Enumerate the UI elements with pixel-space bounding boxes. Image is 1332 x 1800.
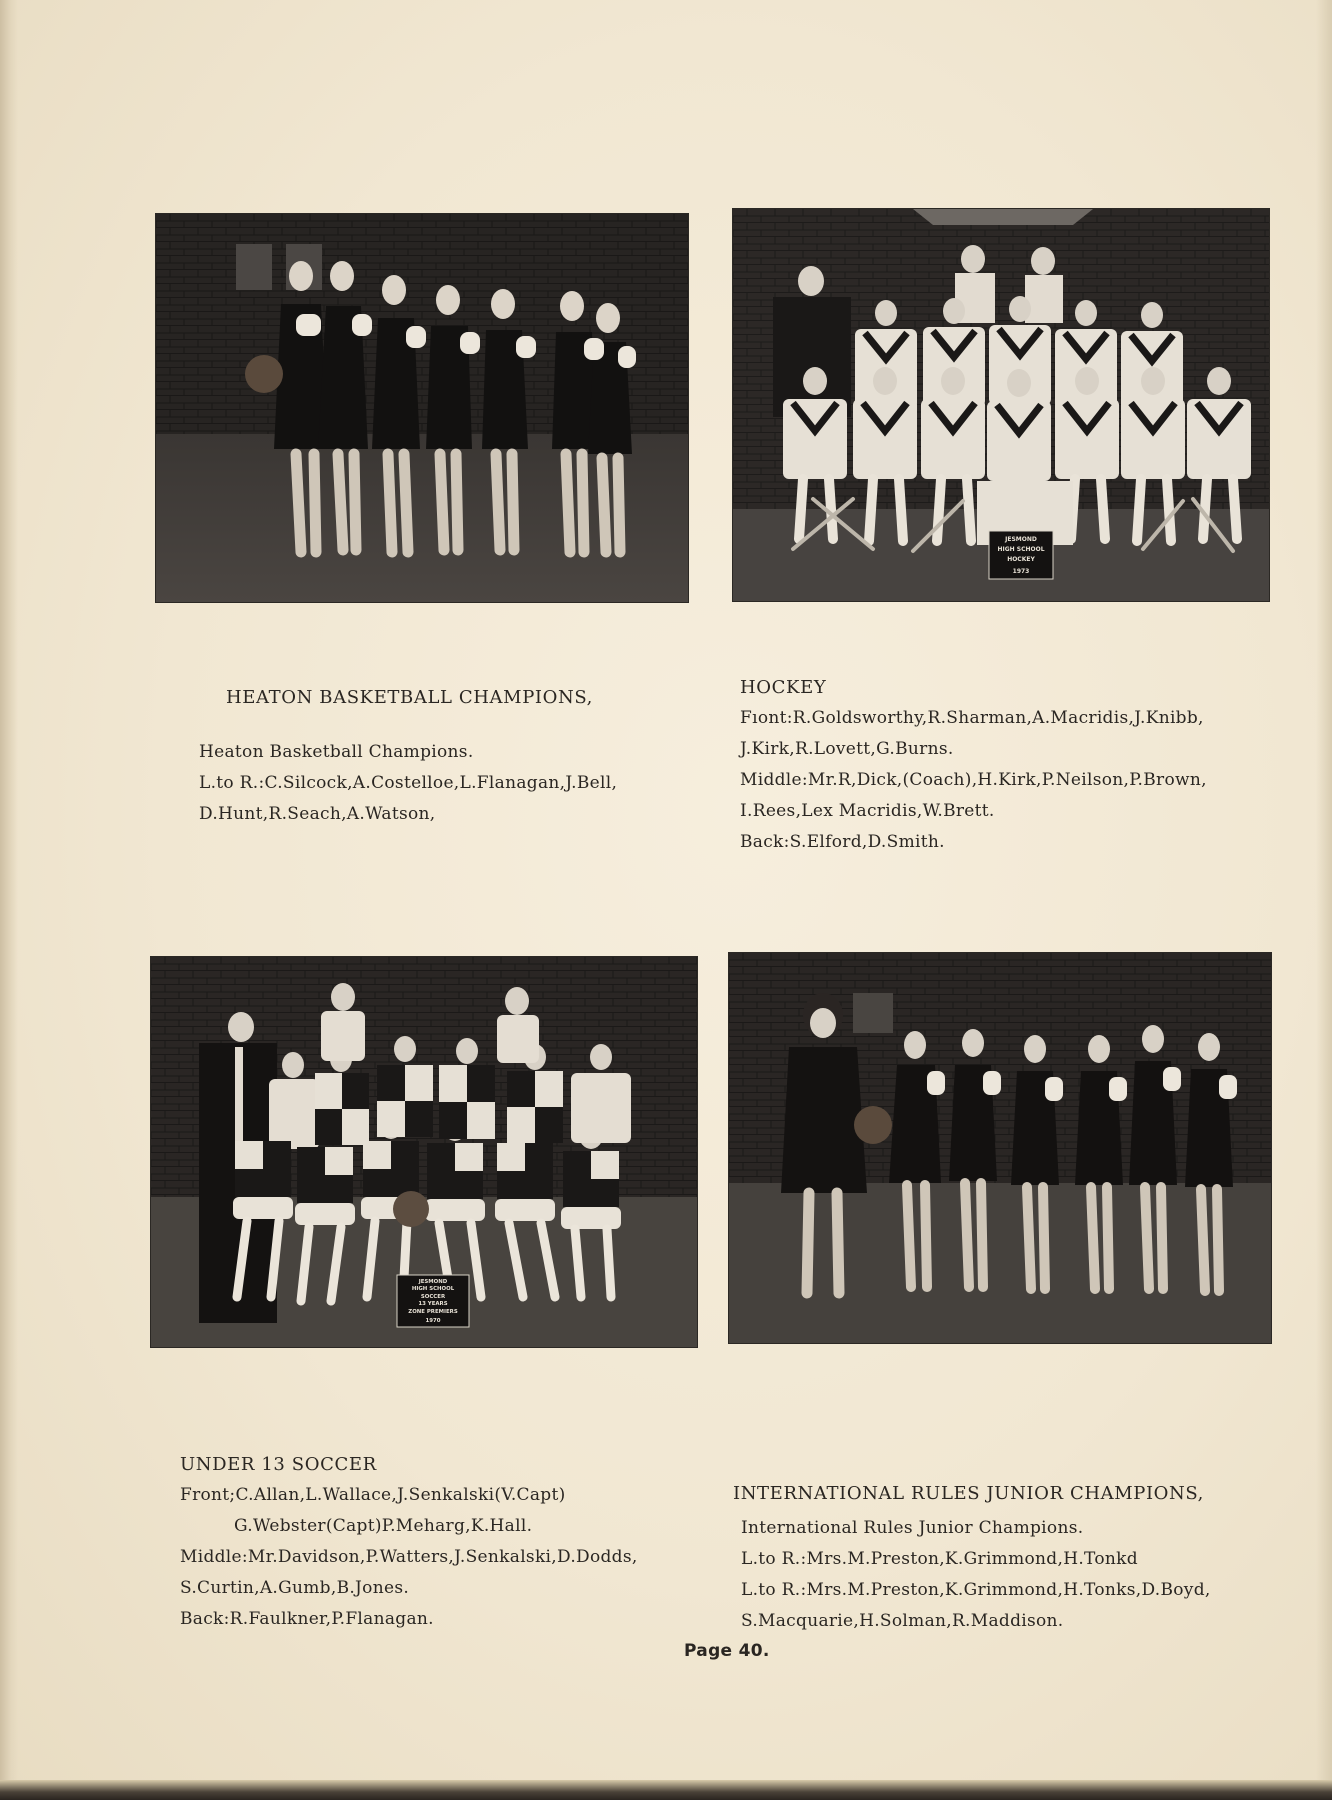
page-bottom-edge: [0, 1780, 1332, 1800]
caption-line: J.Kirk,R.Lovett,G.Burns.: [740, 739, 954, 759]
basketball-caption-title: HEATON BASKETBALL CHAMPIONS,: [226, 687, 593, 708]
soccer-caption: [180, 1449, 638, 1635]
caption-line: Back:R.Faulkner,P.Flanagan.: [180, 1609, 434, 1629]
caption-line: International Rules Junior Champions.: [741, 1518, 1084, 1538]
caption-line: L.to R.:Mrs.M.Preston,K.Grimmond,H.Tonks,D.Boyd,: [741, 1580, 1211, 1600]
soccer-placard-line: 1970: [425, 1318, 441, 1324]
international-rules-team-photo: [729, 953, 1271, 1343]
caption-line: I.Rees,Lex Macridis,W.Brett.: [740, 801, 995, 821]
caption-line: Fıont:R.Goldsworthy,R.Sharman,A.Macridis,J.Knibb,: [740, 708, 1204, 728]
basketball-ball: [245, 355, 283, 393]
caption-line: L.to R.:Mrs.M.Preston,K.Grimmond,H.Tonkd: [741, 1549, 1138, 1569]
hockey-team-photo: [733, 209, 1269, 601]
caption-line: S.Macquarie,H.Solman,R.Maddison.: [741, 1611, 1064, 1631]
basketball-caption: [199, 682, 617, 830]
hockey-placard-line: JESMOND: [1005, 536, 1037, 543]
caption-line: D.Hunt,R.Seach,A.Watson,: [199, 804, 436, 824]
soccer-placard-line: ZONE PREMIERS: [408, 1309, 458, 1315]
soccer-placard-line: 13 YEARS: [418, 1301, 448, 1307]
caption-line: Middle:Mr.Davidson,P.Watters,J.Senkalski,D.Dodds,: [180, 1547, 638, 1567]
soccer-ball: [393, 1191, 429, 1227]
page-number: Page 40.: [684, 1641, 770, 1661]
caption-line: Heaton Basketball Champions.: [199, 742, 474, 762]
hockey-placard-line: 1973: [1012, 568, 1030, 575]
soccer-placard-line: HIGH SCHOOL: [411, 1286, 455, 1292]
hockey-placard-line: HOCKEY: [1007, 556, 1035, 563]
caption-line: S.Curtin,A.Gumb,B.Jones.: [180, 1578, 410, 1598]
caption-line: Back:S.Elford,D.Smith.: [740, 832, 945, 852]
caption-line: Middle:Mr.R,Dick,(Coach),H.Kirk,P.Neilson,P.Brown,: [740, 770, 1207, 790]
basketball-photo-art: [156, 214, 688, 602]
soccer-placard: [397, 1275, 469, 1327]
hockey-caption: [740, 672, 1207, 858]
hockey-placard: [989, 531, 1053, 579]
soccer-placard-line: JESMOND: [418, 1279, 448, 1285]
page-binding-shadow: [0, 0, 18, 1800]
hockey-caption-title: HOCKEY: [740, 677, 827, 698]
football-ball: [854, 1106, 892, 1144]
basketball-team-photo: [156, 214, 688, 602]
caption-line: Front;C.Allan,L.Wallace,J.Senkalski(V.Capt): [180, 1485, 566, 1505]
soccer-photo-art: [151, 957, 697, 1347]
international-rules-caption: [733, 1478, 1211, 1637]
caption-line: G.Webster(Capt)P.Meharg,K.Hall.: [234, 1516, 533, 1536]
page-right-edge: [1316, 0, 1332, 1800]
caption-line: L.to R.:C.Silcock,A.Costelloe,L.Flanagan,J.Bell,: [199, 773, 618, 793]
international-rules-caption-title: INTERNATIONAL RULES JUNIOR CHAMPIONS,: [733, 1483, 1205, 1504]
soccer-team-photo: [151, 957, 697, 1347]
international-rules-photo-art: [729, 953, 1271, 1343]
soccer-caption-title: UNDER 13 SOCCER: [180, 1454, 377, 1475]
hockey-placard-line: HIGH SCHOOL: [997, 546, 1045, 553]
soccer-placard-line: SOCCER: [420, 1294, 446, 1300]
hockey-photo-art: [733, 209, 1269, 601]
